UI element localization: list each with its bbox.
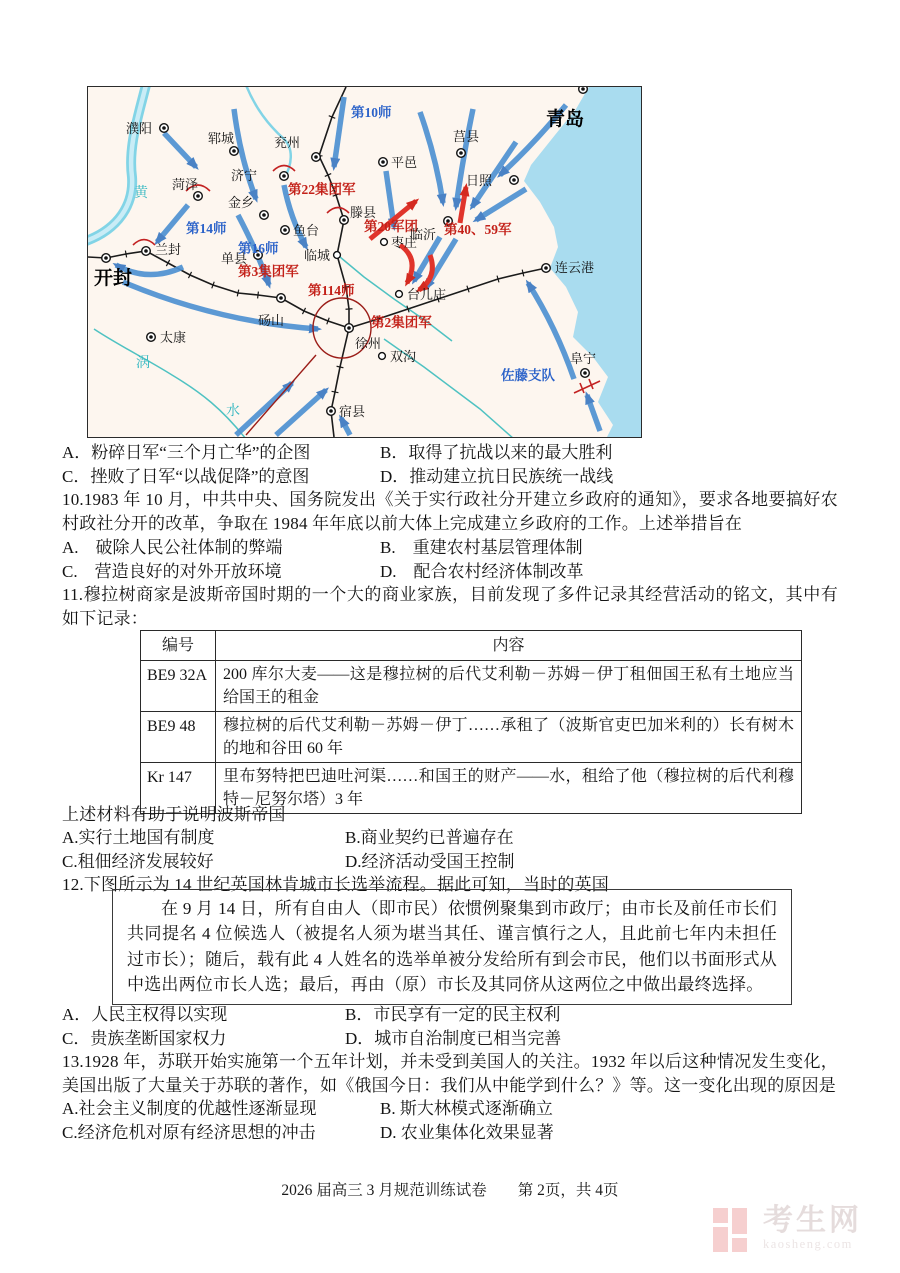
option: A. 破除人民公社体制的弊端 [62, 538, 283, 557]
city-dot [510, 176, 519, 185]
map-label-开封: 开封 [94, 268, 133, 289]
cell-content: 里布努特把巴迪吐河渠……和国王的财产——水，租给了他（穆拉树的后代利穆特－尼努尔塔）3 年 [216, 763, 802, 814]
option: C．挫败了日军“以战促降”的意图 [62, 466, 310, 486]
option-row [62, 850, 838, 874]
town-dot [334, 252, 341, 259]
map-label-第3集团军: 第3集团军 [238, 264, 299, 279]
question-12-stem: 12.下图所示为 14 世纪英国林肯城市长选举流程。据此可知，当时的英国 [62, 875, 609, 894]
option: B. 重建农村基层管理体制 [380, 538, 583, 557]
page-footer: 2026 届高三 3 月规范训练试卷 第 2页，共 4页 [281, 1182, 619, 1199]
campaign-map [87, 86, 642, 438]
map-label-台儿庄: 台儿庄 [407, 287, 447, 302]
option-row [62, 441, 838, 465]
question-13-stem: 13.1928 年，苏联开始实施第一个五年计划，并未受到美国人的关注。1932 年以后这种情况发生变化，美国出版了大量关于苏联的著作，如《俄国今日：我们从中能学到什么？》等。这一变化出现的原因是 [62, 1052, 838, 1095]
map-label-日照: 日照 [466, 173, 493, 188]
map-label-连云港: 连云港 [555, 260, 595, 275]
question-11-options [62, 826, 838, 874]
question-10-options [62, 536, 838, 584]
city-dot [312, 153, 321, 162]
option: A．粉碎日军“三个月亡华”的企图 [62, 443, 311, 462]
city-dot [379, 158, 388, 167]
option: C. 营造良好的对外开放环境 [62, 561, 282, 581]
city-dot [581, 369, 590, 378]
question-9-options [62, 441, 838, 489]
city-dot [102, 254, 111, 263]
option-row [62, 1121, 838, 1145]
option: D. 农业集体化效果显著 [380, 1122, 554, 1142]
city-dot [194, 192, 203, 201]
option-row [62, 1003, 838, 1027]
city-dot [230, 147, 239, 156]
map-label-兰封: 兰封 [155, 242, 182, 257]
table-header: 内容 [216, 631, 802, 661]
option: D．推动建立抗日民族统一战线 [380, 466, 614, 486]
map-label-菏泽: 菏泽 [172, 177, 199, 192]
city-dot [345, 324, 354, 333]
cell-id: BE9 48 [141, 712, 216, 763]
map-label-莒县: 莒县 [453, 129, 480, 144]
map-label-济宁: 济宁 [231, 168, 258, 183]
cell-id: BE9 32A [141, 661, 216, 712]
option-row [62, 1027, 838, 1051]
campaign-map-svg [88, 87, 641, 437]
cell-content: 穆拉树的后代艾利勒－苏姆－伊丁……承租了（波斯官吏巴加米利的）长有树木的地和谷田 60 年 [216, 712, 802, 763]
map-label-第10师: 第10师 [351, 105, 392, 120]
option: B．取得了抗战以来的最大胜利 [380, 443, 613, 462]
map-label-第14师: 第14师 [186, 221, 227, 236]
option: C.租佃经济发展较好 [62, 851, 214, 871]
option: B．市民享有一定的民主权利 [345, 1005, 561, 1024]
map-label-第22集团军: 第22集团军 [288, 182, 356, 197]
wo-river [94, 329, 246, 437]
watermark-title: 考生网 [763, 1204, 862, 1237]
map-label-枣庄: 枣庄 [391, 235, 418, 250]
town-dot [379, 353, 386, 360]
option: D．城市自治制度已相当完善 [345, 1028, 562, 1048]
town-dot [381, 239, 388, 246]
map-label-太康: 太康 [160, 330, 187, 345]
city-dot [160, 124, 169, 133]
map-label-宿县: 宿县 [339, 404, 366, 419]
watermark-subtitle: kaosheng.com [763, 1237, 853, 1251]
question-13-options [62, 1097, 838, 1145]
question-10-stem: 10.1983 年 10 月，中共中央、国务院发出《关于实行政社分开建立乡政府的通知》，要求各地要搞好农村政社分开的改革，争取在 1984 年年底以前大体上完成建立乡政府的工作。上述举措旨在 [62, 490, 838, 533]
question-11-lead: 上述材料有助于说明波斯帝国 [62, 805, 286, 824]
japanese-advance-arrows [116, 97, 600, 435]
map-label-濮阳: 濮阳 [126, 121, 153, 136]
city-dot [542, 264, 551, 273]
option-row [62, 560, 838, 584]
table-row [141, 661, 802, 712]
map-label-滕县: 滕县 [350, 205, 377, 220]
map-label-金乡: 金乡 [228, 195, 255, 210]
city-dot [147, 333, 156, 342]
city-dot [260, 211, 269, 220]
city-dot [327, 407, 336, 416]
question-11-stem: 11.穆拉树商家是波斯帝国时期的一个大的商业家族，目前发现了多件记录其经营活动的铭文，其中有如下记录： [62, 585, 838, 628]
option: C．贵族垄断国家权力 [62, 1028, 227, 1048]
table-header-row [141, 631, 802, 661]
city-dot [457, 149, 466, 158]
map-label-第40、59军: 第40、59军 [444, 222, 512, 237]
map-label-徐州: 徐州 [355, 336, 382, 351]
inscription-table [140, 630, 802, 814]
map-label-临沂: 临沂 [410, 227, 437, 242]
map-label-鱼台: 鱼台 [293, 223, 320, 238]
map-label-青岛: 青岛 [546, 109, 585, 130]
map-label-单县: 单县 [221, 251, 248, 266]
map-label-第2集团军: 第2集团军 [371, 315, 432, 330]
defense-boundary-line [246, 355, 316, 435]
option: C.经济危机对原有经济思想的冲击 [62, 1122, 316, 1142]
map-label-第114师: 第114师 [308, 283, 355, 298]
map-label-水: 水 [226, 404, 240, 419]
option-row [62, 826, 838, 850]
option: D. 配合农村经济体制改革 [380, 561, 584, 581]
map-label-临城: 临城 [304, 248, 331, 263]
city-dot [579, 87, 588, 93]
option-row [62, 1097, 838, 1121]
option: D.经济活动受国王控制 [345, 851, 515, 871]
election-procedure-box: 在 9 月 14 日，所有自由人（即市民）依惯例聚集到市政厅；由市长及前任市长们共同提名 4 位候选人（被提名人须为堪当其任、谨言慎行之人，且此前七年内未担任过市长）；随后，载有此 4 人姓名的选举单被分发给所有到会市民，他们以书面形式从中选出两位市长人选；最后，再由（原）市长及其同侪从这两位之中做出最终选择。 [112, 889, 792, 1005]
option: B.商业契约已普遍存在 [345, 828, 514, 847]
map-label-黄: 黄 [134, 186, 148, 201]
watermark-text [763, 1206, 862, 1252]
map-label-佐藤支队: 佐藤支队 [501, 368, 555, 383]
option-row [62, 536, 838, 560]
question-12-options [62, 1003, 838, 1051]
option-row [62, 465, 838, 489]
map-label-涡: 涡 [136, 356, 150, 371]
cell-id: Kr 147 [141, 763, 216, 814]
map-label-第20军团: 第20军团 [364, 219, 418, 234]
city-dot [340, 216, 349, 225]
kaosheng-watermark [713, 1206, 862, 1252]
map-label-阜宁: 阜宁 [570, 351, 597, 366]
city-dot [142, 247, 151, 256]
city-dot [280, 172, 289, 181]
city-dot [277, 294, 286, 303]
option: A．人民主权得以实现 [62, 1005, 228, 1024]
map-label-双沟: 双沟 [390, 349, 417, 364]
kaosheng-logo-icon [713, 1206, 753, 1252]
town-dot [396, 291, 403, 298]
map-label-第16师: 第16师 [238, 241, 279, 256]
option: B. 斯大林模式逐渐确立 [380, 1099, 553, 1118]
city-dot [281, 226, 290, 235]
map-label-郓城: 郓城 [208, 131, 235, 146]
map-label-兖州: 兖州 [274, 135, 301, 150]
map-label-砀山: 砀山 [258, 313, 285, 328]
cell-content: 200 库尔大麦——这是穆拉树的后代艾利勒－苏姆－伊丁租佃国王私有土地应当给国王的租金 [216, 661, 802, 712]
table-row [141, 712, 802, 763]
rivers [88, 87, 514, 437]
map-label-平邑: 平邑 [391, 155, 418, 170]
option: A.实行土地国有制度 [62, 828, 215, 847]
table-header: 编号 [141, 631, 216, 661]
option: A.社会主义制度的优越性逐渐显现 [62, 1099, 317, 1118]
